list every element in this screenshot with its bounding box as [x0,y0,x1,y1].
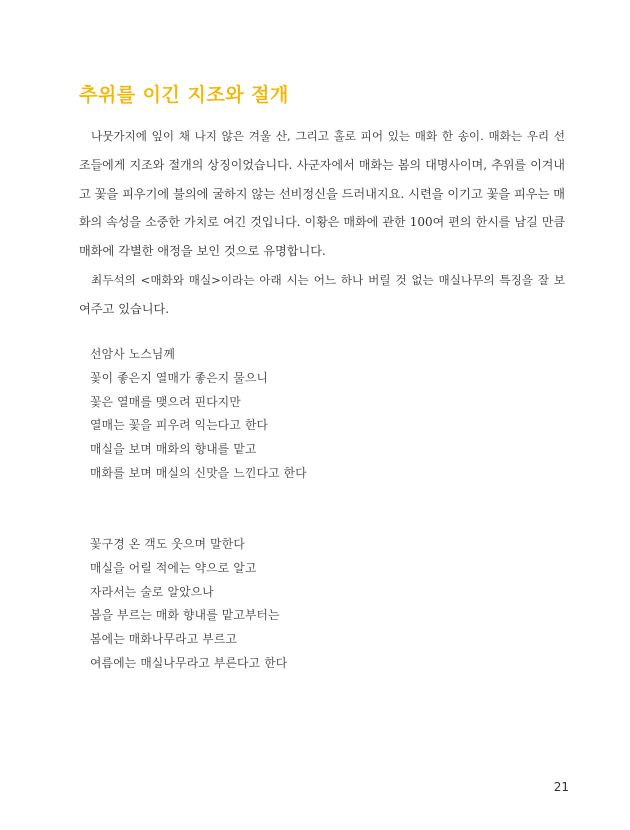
body-text [79,122,565,324]
poem-line: 매화를 보며 매실의 신맛을 느낀다고 한다 [90,465,307,480]
poem-line: 봄에는 매화나무라고 부르고 [90,632,238,647]
poem-stanza-2 [90,533,490,676]
poem-stanza-1 [90,343,490,486]
paragraph-1-line-3: 고 꽃을 피우기에 불의에 굴하지 않는 선비정신을 드러내지요. 시련을 이기고 꽃을 피우는 매 [79,186,565,201]
poem-line: 매실을 어릴 적에는 약으로 알고 [90,560,257,575]
poem-line: 봄을 부르는 매화 향내를 맡고부터는 [90,608,280,623]
poem-line: 꽃이 좋은지 열매가 좋은지 물으니 [90,370,269,385]
paragraph-1-line-1: 나뭇가지에 잎이 채 나지 않은 겨울 산, 그리고 홀로 피어 있는 매화 한 송이. 매화는 우리 선 [91,129,565,143]
poem-line: 열매는 꽃을 피우려 익는다고 한다 [90,418,269,433]
page-number: 21 [553,780,569,794]
poem-line: 자라서는 술로 알았으나 [90,584,214,599]
poem-line: 꽃구경 온 객도 웃으며 말한다 [90,537,245,551]
section-title: 추위를 이긴 지조와 절개 [79,84,289,106]
poem-line: 매실을 보며 매화의 향내를 맡고 [90,442,257,457]
poem-line: 선암사 노스님께 [90,347,176,361]
paragraph-1-line-4: 화의 속성을 소중한 가치로 여긴 것입니다. 이황은 매화에 관한 100여 편의 한시를 남길 만큼 [79,215,565,230]
paragraph-1-line-5: 매화에 각별한 애정을 보인 것으로 유명합니다. [79,244,326,259]
poem-line: 꽃은 열매를 맺으려 핀다지만 [90,394,241,409]
paragraph-2-line-2: 여주고 있습니다. [79,301,170,316]
paragraph-1-line-2: 조들에게 지조와 절개의 상징이었습니다. 사군자에서 매화는 봄의 대명사이며, 추위를 이겨내 [79,157,565,172]
poem-line: 여름에는 매실나무라고 부른다고 한다 [90,655,288,670]
paragraph-2-line-1: 최두석의 <매화와 매실>이라는 아래 시는 어느 하나 버릴 것 없는 매실나무의 특징을 잘 보 [91,272,565,287]
